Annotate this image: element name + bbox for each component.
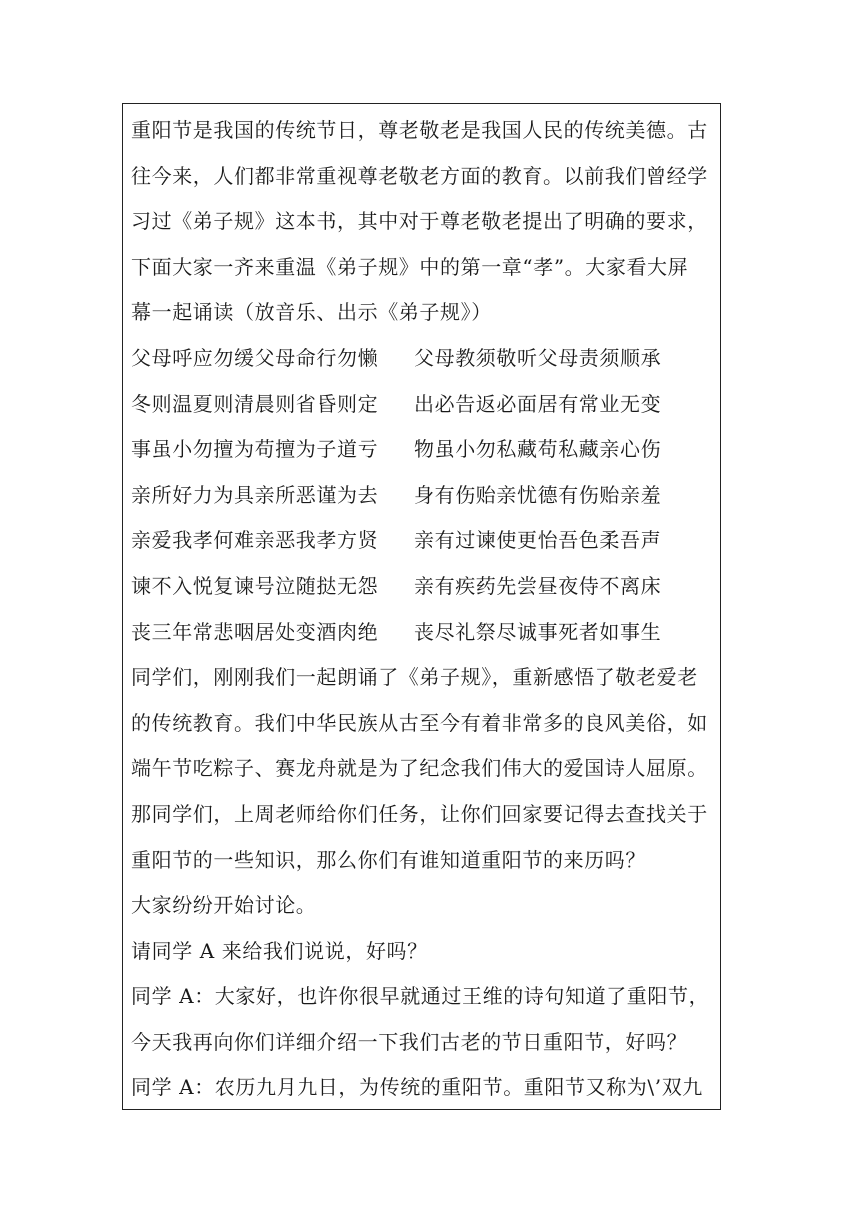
verse-left: 谏不入悦复谏号泣随挞无怨 (131, 573, 379, 598)
document-body (123, 104, 720, 1110)
verse-right: 亲有过谏使更怡吾色柔吾声 (414, 528, 662, 553)
after-line: 端午节吃粽子、赛龙舟就是为了纪念我们伟大的爱国诗人屈原。 (131, 756, 708, 781)
intro-paragraph (131, 108, 712, 336)
after-line: 同学们，刚刚我们一起朗诵了《弟子规》，重新感悟了敬老爱老 (131, 665, 698, 690)
intro-line: 幕一起诵读（放音乐、出示《弟子规》） (131, 300, 492, 325)
verse-row (131, 336, 712, 382)
after-paragraph (131, 655, 712, 883)
verse-row (131, 518, 712, 564)
verse-left: 事虽小勿擅为苟擅为子道亏 (131, 437, 379, 462)
verse-right: 丧尽礼祭尽诚事死者如事生 (414, 619, 662, 644)
student-a-line: 今天我再向你们详细介绍一下我们古老的节日重阳节，好吗？ (131, 1029, 688, 1054)
verse-left: 丧三年常悲咽居处变酒肉绝 (131, 619, 379, 644)
verse-right: 父母教须敬听父母责须顺承 (414, 345, 662, 370)
intro-line: 往今来，人们都非常重视尊老敬老方面的教育。以前我们曾经学 (131, 163, 708, 188)
discussion-line: 大家纷纷开始讨论。 (131, 893, 317, 918)
after-line: 重阳节的一些知识，那么你们有谁知道重阳节的来历吗？ (131, 847, 646, 872)
verse-row (131, 564, 712, 610)
after-line: 那同学们，上周老师给你们任务，让你们回家要记得去查找关于 (131, 801, 708, 826)
verse-left: 亲爱我孝何难亲恶我孝方贤 (131, 528, 379, 553)
intro-line: 下面大家一齐来重温《弟子规》中的第一章“孝”。大家看大屏 (131, 254, 689, 279)
verse-left: 父母呼应勿缓父母命行勿懒 (131, 345, 379, 370)
verse-left: 亲所好力为具亲所恶谨为去 (131, 482, 379, 507)
invite-line: 请同学 A 来给我们说说，好吗？ (131, 938, 428, 963)
verse-row (131, 610, 712, 656)
verse-right: 亲有疾药先尝昼夜侍不离床 (414, 573, 662, 598)
verse-right: 出必告返必面居有常业无变 (414, 391, 662, 416)
verse-left: 冬则温夏则清晨则省昏则定 (131, 391, 379, 416)
verse-right: 物虽小勿私藏苟私藏亲心伤 (414, 437, 662, 462)
verse-row (131, 473, 712, 519)
intro-line: 重阳节是我国的传统节日，尊老敬老是我国人民的传统美德。古 (131, 118, 708, 142)
intro-line: 习过《弟子规》这本书，其中对于尊老敬老提出了明确的要求， (131, 209, 708, 234)
verse-row (131, 382, 712, 428)
verse-right: 身有伤贻亲忧德有伤贻亲羞 (414, 482, 662, 507)
student-a-last-line: 同学 A：农历九月九日，为传统的重阳节。重阳节又称为\’双九 (131, 1075, 703, 1100)
verse-block (131, 336, 712, 655)
text-frame (122, 103, 721, 1110)
after-line: 的传统教育。我们中华民族从古至今有着非常多的良风美俗，如 (131, 710, 708, 735)
student-a-line: 同学 A：大家好，也许你很早就通过王维的诗句知道了重阳节， (131, 984, 710, 1009)
verse-row (131, 427, 712, 473)
student-a-paragraph (131, 974, 712, 1065)
